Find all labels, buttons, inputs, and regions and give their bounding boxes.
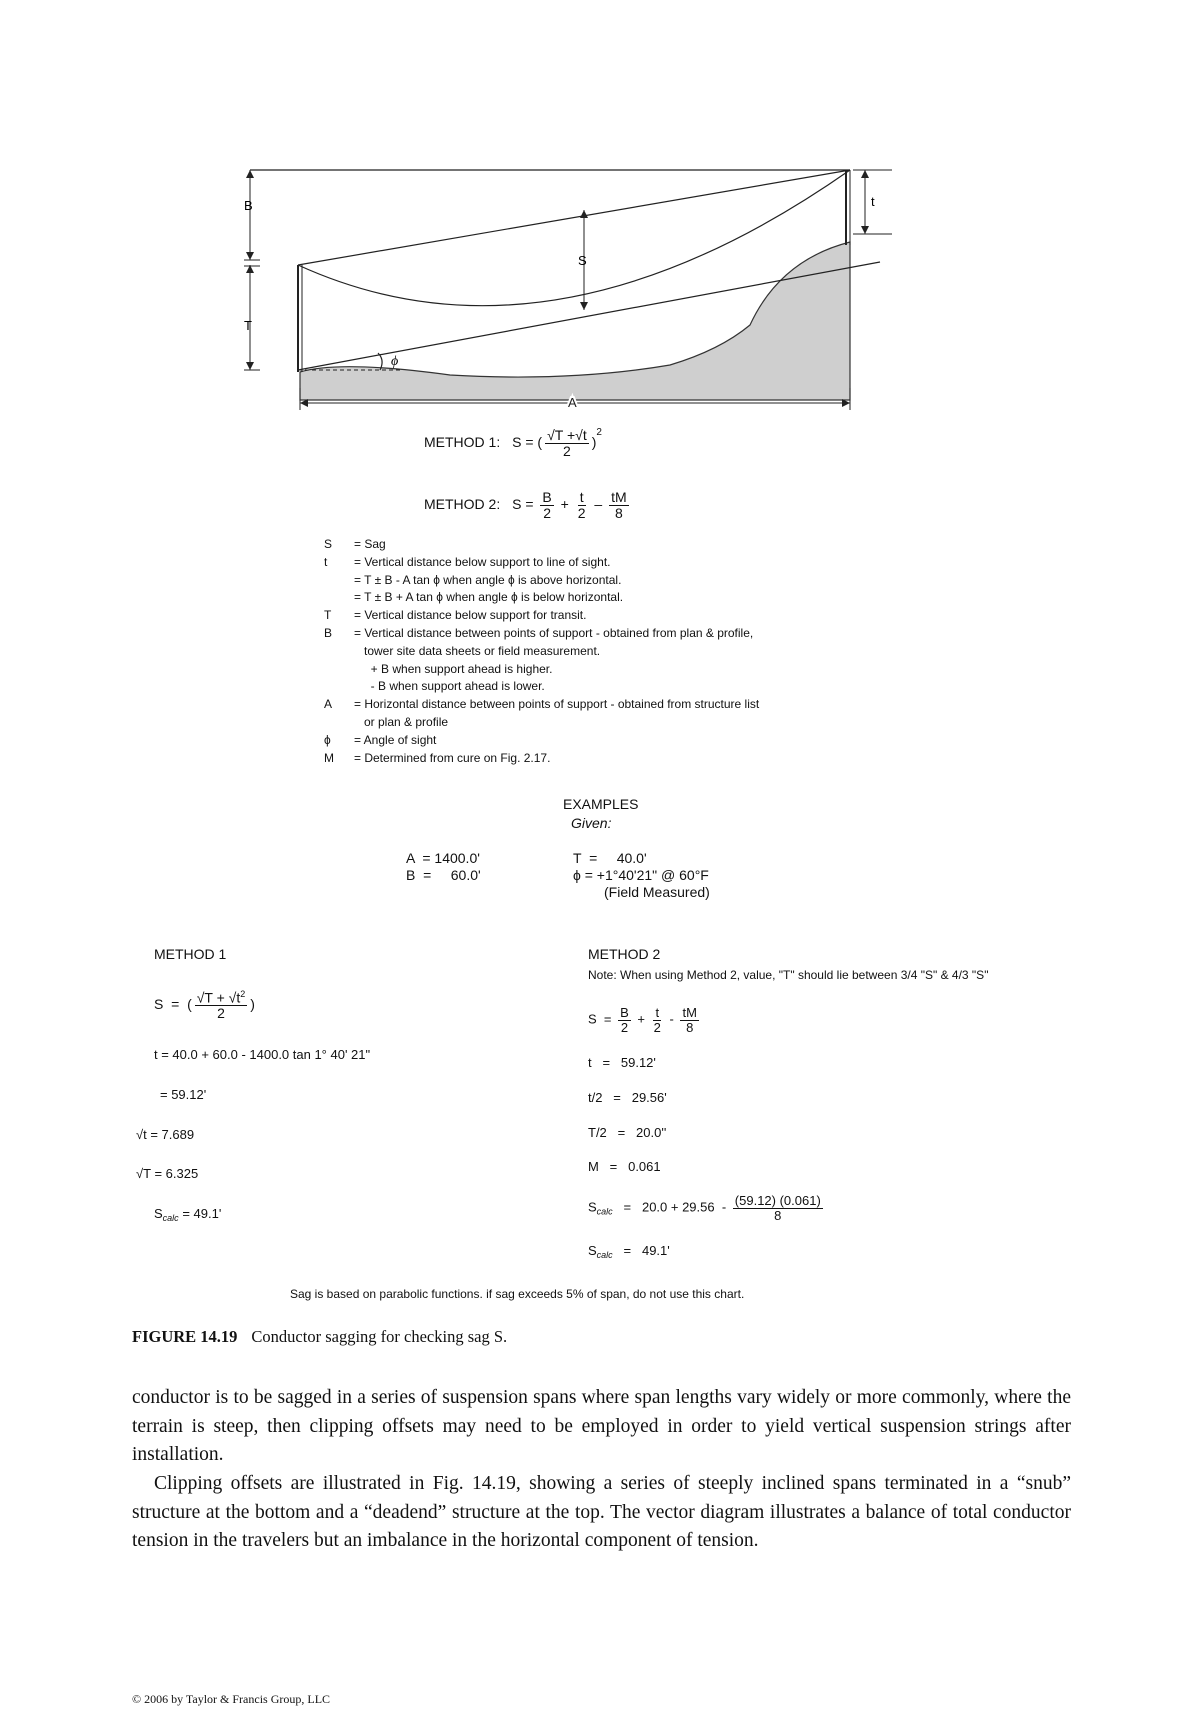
caption-label: FIGURE 14.19: [132, 1327, 238, 1346]
definition-text: = T ± B - A tan ϕ when angle ϕ is above horizontal.: [354, 572, 622, 587]
given-A: A = 1400.0': [406, 850, 480, 866]
label-A: A: [568, 395, 577, 410]
result-value: = 49.1': [182, 1206, 222, 1221]
definition-text: + B when support ahead is higher.: [354, 661, 553, 676]
definition-text: = Vertical distance below support for transit.: [354, 608, 587, 623]
copyright-footer: © 2006 by Taylor & Francis Group, LLC: [132, 1692, 331, 1706]
operator: +: [637, 1011, 646, 1027]
m2-M-line: M = 0.061: [588, 1159, 661, 1174]
method1-title: METHOD 1: [154, 946, 227, 962]
definition-symbol: t: [324, 554, 328, 569]
definition-text: = Horizontal distance between points of support - obtained from structure list: [354, 697, 760, 712]
frac-den: 2: [543, 504, 551, 521]
frac-den: 2: [653, 1019, 661, 1035]
m2-calc-line: [588, 1194, 826, 1222]
definition-symbol: S: [324, 537, 333, 551]
method1-sag-formula: [154, 990, 255, 1021]
m1-sqrt-T: √T = 6.325: [136, 1166, 199, 1181]
frac-den: 2: [577, 504, 586, 521]
operator: +: [560, 495, 569, 512]
definition-text: tower site data sheets or field measurement.: [354, 643, 601, 658]
definition-row: [324, 732, 904, 749]
m2-result: [588, 1243, 670, 1260]
m2-t2-line: t/2 = 29.56': [588, 1090, 667, 1105]
frac-den: 2: [217, 1005, 225, 1022]
operator: -: [669, 1011, 674, 1027]
s-subscript: calc: [596, 1250, 613, 1260]
chart-note: Sag is based on parabolic functions. if sag exceeds 5% of span, do not use this chart.: [290, 1287, 745, 1301]
definition-symbol: T: [324, 608, 332, 623]
result-value: = 49.1': [623, 1243, 670, 1258]
definition-row: [324, 643, 904, 660]
definition-symbol: M: [324, 750, 334, 765]
label-t: t: [871, 194, 875, 209]
definition-row: [324, 696, 904, 713]
m2-T2-line: T/2 = 20.0'': [588, 1125, 667, 1140]
method2-formula: [424, 490, 632, 520]
definition-symbol: A: [324, 697, 333, 712]
label-S: S: [578, 253, 587, 268]
given-field-measured: (Field Measured): [604, 884, 710, 900]
support-chord: [298, 170, 850, 265]
definition-row: [324, 661, 904, 678]
m1-s-lhs: S = (: [154, 996, 192, 1013]
definition-row: [324, 554, 904, 571]
s-letter: S: [154, 1206, 163, 1221]
frac: [652, 1006, 663, 1034]
method1-fraction: [545, 428, 589, 458]
method1-exponent: 2: [596, 427, 602, 439]
definition-row: [324, 625, 904, 642]
body-paragraph-1: conductor is to be sagged in a series of suspension spans where span lengths vary widely or more commonly, where the terrain is steep, then clipping offsets may need to be employed in order to yield vertical suspension strings after installation.: [132, 1387, 1071, 1465]
m1-num-text: √T + √t: [196, 989, 241, 1006]
given-phi: ϕ = +1°40'21" @ 60°F: [573, 867, 709, 883]
method2-lhs: S =: [512, 495, 534, 512]
definition-row: [324, 536, 904, 553]
examples-given: Given:: [571, 815, 612, 831]
method2-note: Note: When using Method 2, value, "T" should lie between 3/4 "S" & 4/3 "S": [588, 968, 989, 982]
m1-s-rhs: ): [250, 996, 255, 1013]
calc-expr: = 20.0 + 29.56 -: [623, 1199, 727, 1215]
sag-diagram: [244, 150, 910, 410]
frac-num: t: [655, 1005, 660, 1020]
method2-frac-t: [576, 490, 588, 520]
given-B: B = 60.0': [406, 867, 481, 883]
definition-text: = Vertical distance below support to line of sight.: [354, 554, 611, 569]
frac-num: t: [579, 489, 584, 505]
given-T: T = 40.0': [573, 850, 647, 866]
method1-rhs: ): [591, 433, 597, 450]
frac-num: tM: [682, 1005, 697, 1020]
label-T: T: [244, 318, 252, 333]
definition-text: = T ± B + A tan ϕ when angle ϕ is below horizontal.: [354, 590, 624, 605]
definition-text: or plan & profile: [354, 715, 449, 729]
caption-text: Conductor sagging for checking sag S.: [251, 1327, 508, 1346]
conductor-sag-curve: [298, 170, 850, 306]
method2-sag-formula: [588, 1006, 702, 1034]
operator: –: [594, 495, 603, 512]
s-letter: S: [588, 1199, 597, 1215]
m1-t-value: = 59.12': [160, 1087, 207, 1102]
definition-text: = Determined from cure on Fig. 2.17.: [354, 750, 551, 765]
method2-label: METHOD 2:: [424, 495, 501, 512]
method2-frac-tm: [609, 490, 629, 520]
definition-text: = Angle of sight: [354, 732, 437, 747]
definition-symbol: B: [324, 626, 333, 640]
method1-lhs: S = (: [512, 433, 543, 450]
definition-text: = Vertical distance between points of support - obtained from plan & profile,: [354, 626, 754, 640]
definition-row: [324, 589, 904, 606]
definition-row: [324, 750, 904, 767]
m2-s-lhs: S =: [588, 1011, 612, 1027]
angle-phi-label: ϕ: [391, 354, 399, 369]
method1-denominator: 2: [563, 442, 571, 459]
frac: [680, 1006, 698, 1034]
frac-den: 8: [686, 1019, 694, 1035]
frac: [733, 1194, 823, 1222]
frac-num: B: [620, 1005, 629, 1020]
frac: [618, 1006, 631, 1034]
m1-sup: 2: [240, 989, 246, 999]
definition-text: - B when support ahead is lower.: [354, 679, 545, 694]
method1-label: METHOD 1:: [424, 433, 501, 450]
method2-title: METHOD 2: [588, 946, 661, 962]
s-subscript: calc: [162, 1213, 179, 1223]
definition-row: [324, 678, 904, 695]
method1-numerator: √T +√t: [547, 427, 587, 443]
method2-frac-b: [540, 490, 553, 520]
frac-den: 8: [774, 1207, 782, 1223]
frac-num: B: [542, 489, 552, 505]
terrain: [300, 242, 850, 400]
method1-formula: [424, 428, 602, 458]
definition-symbol: ϕ: [324, 732, 331, 747]
figure-caption: [132, 1327, 507, 1347]
definition-row: [324, 572, 904, 589]
body-paragraph-2: Clipping offsets are illustrated in Fig. 14.19, showing a series of steeply inclined spans terminated in a “snub” structure at the bottom and a “deadend” structure at the top. The vector diagram illustrates a balance of total conductor tension in the travelers but an imbalance in the horizontal component of tension.: [132, 1473, 1071, 1551]
frac-num: (59.12) (0.061): [734, 1193, 821, 1208]
s-letter: S: [588, 1243, 597, 1258]
label-B: B: [244, 198, 253, 213]
frac-num: [195, 990, 248, 1006]
definition-row: [324, 714, 904, 731]
m1-sqrt-t: √t = 7.689: [136, 1127, 195, 1142]
m1-t-line: t = 40.0 + 60.0 - 1400.0 tan 1° 40' 21": [154, 1047, 371, 1062]
frac-den: 2: [620, 1019, 629, 1035]
frac-den: 8: [614, 504, 623, 521]
symbol-definitions: [324, 536, 904, 768]
m1-result: [154, 1206, 221, 1223]
m1-fraction: [195, 990, 248, 1021]
definition-text: = Sag: [354, 537, 386, 551]
frac-num: tM: [611, 489, 627, 505]
s-subscript: calc: [596, 1206, 613, 1217]
definition-row: [324, 607, 904, 624]
m2-t-line: t = 59.12': [588, 1055, 656, 1070]
examples-title: EXAMPLES: [563, 796, 639, 812]
